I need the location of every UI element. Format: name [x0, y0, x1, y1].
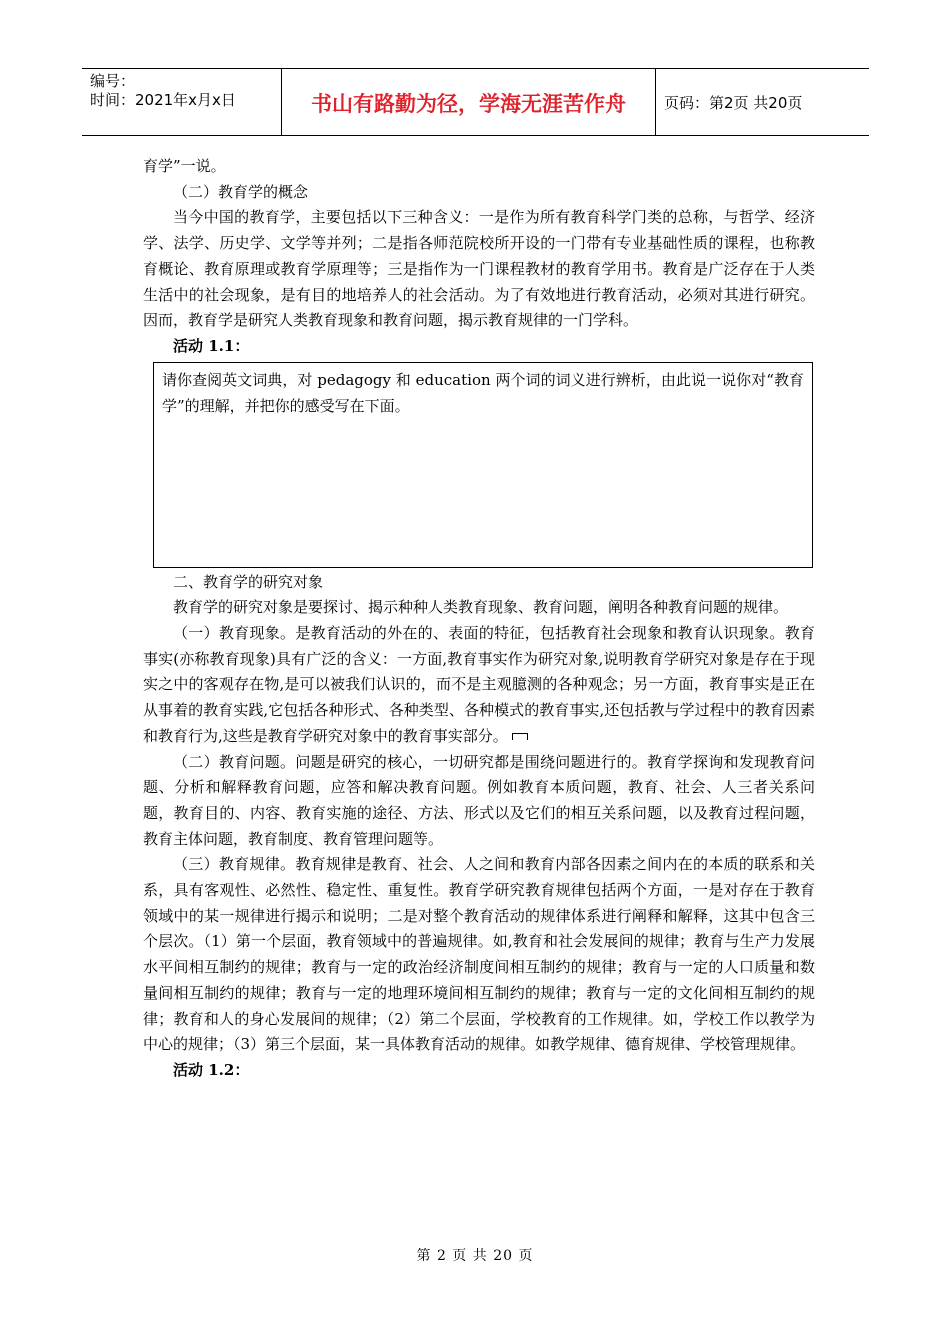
- paragraph: 当今中国的教育学，主要包括以下三种含义：一是作为所有教育科学门类的总称，与哲学、经济学、法学、历史学、文学等并列；二是指各师范院校所开设的一门带有专业基础性质的课程，也称教育概论、教育原理或教育学原理等；三是指作为一门课程教材的教育学用书。教育是广泛存在于人类生活中的社会现象，是有目的地培养人的社会活动。为了有效地进行教育活动，必须对其进行研究。因而，教育学是研究人类教育现象和教育问题，揭示教育规律的一门学科。: [143, 208, 815, 330]
- header-page-label: 页码：第2页 共20页: [664, 93, 803, 112]
- paragraph-text: （一）教育现象。是教育活动的外在的、表面的特征，包括教育社会现象和教育认识现象。教育事实(亦称教育现象)具有广泛的含义：一方面,教育事实作为研究对象,说明教育学研究对象是存在于现实之中的客观存在物,是可以被我们认识的，而不是主观臆测的各种观念；另一方面，教育事实是正在从事着的教育实践,它包括各种形式、各种类型、各种模式的教育事实,还包括教与学过程中的教育因素和教育行为,这些是教育学研究对象中的教育事实部分。: [143, 624, 815, 745]
- section-heading: （二）教育学的概念: [173, 182, 309, 201]
- paragraph: （三）教育规律。教育规律是教育、社会、人之间和教育内部各因素之间内在的本质的联系和关系，具有客观性、必然性、稳定性、重复性。教育学研究教育规律包括两个方面，一是对存在于教育领域中的某一规律进行揭示和说明；二是对整个教育活动的规律体系进行阐释和解释，这其中包含三个层次。（1）第一个层面，教育领域中的普遍规律。如,教育和社会发展间的规律；教育与生产力发展水平间相互制约的规律；教育与一定的政治经济制度间相互制约的规律；教育与一定的人口质量和数量间相互制约的规律；教育与一定的地理环境间相互制约的规律；教育与一定的文化间相互制约的规律；教育和人的身心发展间的规律；（2）第二个层面，学校教育的工作规律。如，学校工作以教学为中心的规律；（3）第三个层面，某一具体教育活动的规律。如教学规律、德育规律、学校管理规律。: [143, 855, 815, 1054]
- bracket-mark-icon: [512, 733, 528, 740]
- paragraph: [143, 621, 815, 750]
- paragraph: 教育学的研究对象是要探讨、揭示种种人类教育现象、教育问题，阐明各种教育问题的规律。: [173, 598, 789, 617]
- header-motto: 书山有路勤为径，学海无涯苦作舟: [282, 69, 656, 135]
- paragraph: （二）教育问题。问题是研究的核心，一切研究都是围绕问题进行的。教育学探询和发现教育问题、分析和解释教育问题，应答和解决教育问题。例如教育本质问题，教育、社会、人三者关系问题，教育目的、内容、教育实施的途径、方法、形式以及它们的相互关系问题，以及教育过程问题，教育主体问题，教育制度、教育管理问题等。: [143, 752, 815, 848]
- number-label: 编号：: [90, 72, 136, 90]
- activity-heading: 活动 1.1：: [173, 336, 250, 355]
- activity-box-text: 请你查阅英文词典，对 pedagogy 和 education 两个词的词义进行辨析，由此说一说你对“教育学”的理解，并把你的感受写在下面。: [162, 370, 804, 415]
- activity-box[interactable]: [153, 362, 813, 568]
- header-meta: [82, 69, 282, 135]
- activity-heading: 活动 1.2：: [173, 1060, 250, 1079]
- section-heading: 二、教育学的研究对象: [173, 572, 324, 591]
- page-footer: 第 2 页 共 20 页: [416, 1248, 534, 1264]
- document-body: [143, 154, 815, 1084]
- paragraph: 育学”一说。: [143, 157, 226, 175]
- time-label: 时间：2021年x月x日: [90, 91, 236, 109]
- page-header: [82, 68, 869, 136]
